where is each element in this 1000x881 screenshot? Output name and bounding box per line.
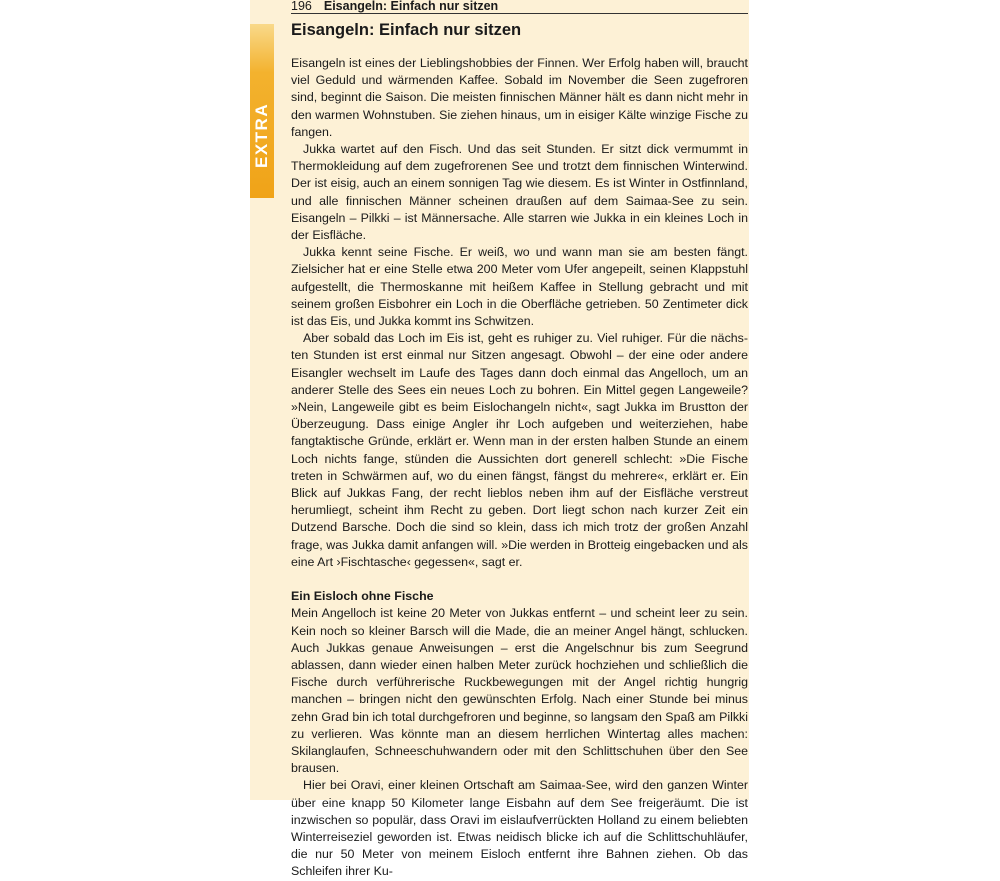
running-head [291,0,748,14]
body-paragraph: Hier bei Oravi, einer kleinen Ortschaft am Saimaa-See, wird den ganzen Winter über eine knapp 50 Kilometer lange Eisbahn auf dem See freigeräumt. Die ist inzwischen so populär, dass Oravi im eislaufverrückten Holland zu einem beliebten Winterreiseziel geworden ist. Etwas neidisch blicke ich auf die Schlittschuhläufer, die nur 50 Meter von meinem Eisloch entfernt ihre Bahnen ziehen. Ob das Schleifen ihrer Ku- [291,778,748,879]
extra-tab [250,24,274,198]
body-paragraph: Jukka wartet auf den Fisch. Und das seit Stunden. Er sitzt dick vermummt in Thermokleidung auf dem zugefrorenen See und trotzt dem finnischen Winterwind. Der ist eisig, auch an einem sonnigen Tag wie diesem. Es ist Winter in Ostfinnland, und alle finnischen Männer scheinen draußen auf dem Saimaa-See zu sein. Eisangeln – Pilkki – ist Männersache. Alle starren wie Jukka in ein kleines Loch in der Eisfläche. [291,142,748,243]
extra-tab-label: EXTRA [252,102,271,168]
running-title: Eisangeln: Einfach nur sitzen [323,0,499,13]
section-heading: Ein Eisloch ohne Fische [291,589,434,604]
body-paragraph: Jukka kennt seine Fische. Er weiß, wo und wann man sie am besten fängt. Zielsicher hat er eine Stelle etwa 200 Meter vom Ufer angepeilt, seinen Klappstuhl aufgestellt, die Thermoskanne mit heißem Kaffee in Stellung gebracht und mit seinem großen Eisbohrer ein Loch in die Oberfläche getrieben. 50 Zentimeter dick ist das Eis, und Jukka kommt ins Schwitzen. [291,245,748,329]
page-number: 196 [291,0,312,13]
body-paragraph: Aber sobald das Loch im Eis ist, geht es ruhiger zu. Viel ruhiger. Für die nächsten Stunden ist erst einmal nur Sitzen angesagt. Obwohl – der eine oder andere Eisangler wechselt im Laufe des Tages dann doch einmal das Angelloch, um an anderer Stelle des Sees ein neues Loch zu bohren. Ein Mittel gegen Langeweile? »Nein, Langeweile gibt es beim Eislochangeln nicht«, sagt Jukka im Brustton der Überzeugung. Dass einige Angler ihr Loch aufgeben und weiterziehen, habe fangtaktische Gründe, erklärt er. Wenn man in der ersten halben Stunde an einem Loch nichts fange, stünden die Aussichten dort generell schlecht: »Die Fische treten in Schwärmen auf, wo du einen fängst, fängst du mehrere«, erklärt er. Ein Blick auf Jukkas Fang, der recht lieblos neben ihm auf der Eisfläche verstreut herumliegt, scheint ihm Recht zu geben. Dort liegt schon nach kurzer Zeit ein Dutzend Barsche. Doch die sind so klein, dass ich mich trotz der großen Anzahl frage, was Jukka damit anfangen will. »Die werden in Brotteig eingebacken und als eine Art ›Fischtasche‹ gegessen«, sagt er. [291,331,748,569]
body-paragraph: Eisangeln ist eines der Lieblingshobbies der Finnen. Wer Erfolg haben will, braucht viel Geduld und wärmenden Kaffee. Sobald im November die Seen zugefroren sind, beginnt die Saison. Die meisten finnischen Männer hält es dann nicht mehr in den warmen Wohnstuben. Sie ziehen hinaus, um in eisiger Kälte winzige Fische zu fangen. [291,56,748,139]
body-paragraph: Mein Angelloch ist keine 20 Meter von Jukkas entfernt – und scheint leer zu sein. Kein noch so kleiner Barsch will die Made, die an meiner Angel hängt, schlucken. Auch Jukkas genaue Anweisungen – erst die Angelschnur bis zum Seegrund ablassen, dann wieder einen halben Meter zurück hochziehen und schließlich die Fische durch verführerische Ruckbewegungen mit der Angel richtig hungrig manchen – bringen nicht den gewünschten Erfolg. Nach einer Stunde bei minus zehn Grad bin ich total durchgefroren und beginne, so langsam den Spaß am Pilkki zu verlieren. Was könnte man an diesem herrlichen Wintertag alles machen: Skilanglaufen, Schneeschuhwandern oder mit den Schlittschuhen über den See brausen. [291,606,748,776]
article-title: Eisangeln: Einfach nur sitzen [291,21,522,39]
book-page [250,0,749,879]
page-content [291,19,748,881]
